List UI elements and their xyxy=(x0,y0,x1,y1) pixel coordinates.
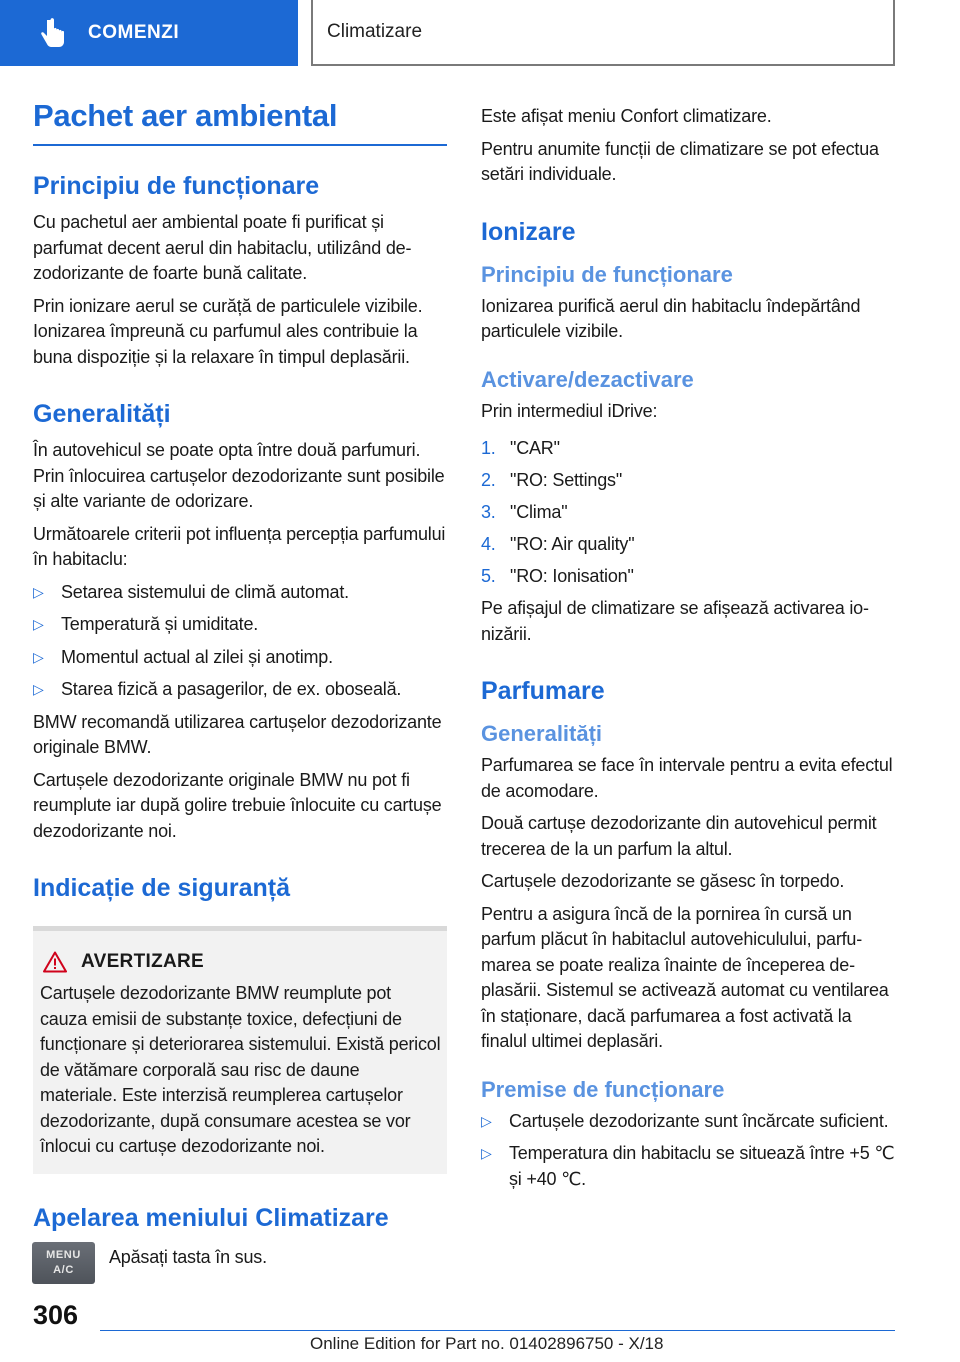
list-item xyxy=(481,564,901,590)
list-item xyxy=(481,1141,901,1192)
warning-header xyxy=(40,951,441,973)
list-item xyxy=(481,500,901,526)
step-number: 5. xyxy=(481,566,496,586)
step-text: "RO: Settings" xyxy=(510,470,623,490)
paragraph: Este afișat meniu Confort climatizare. xyxy=(481,106,772,126)
paragraph: BMW recomandă utilizarea cartușelor dezodorizante originale BMW. xyxy=(33,711,442,757)
step-text: "RO: Air quality" xyxy=(510,534,635,554)
subheading-generalitati: Generalități xyxy=(481,721,603,746)
list-item-text: Setarea sistemului de climă automat. xyxy=(61,581,349,602)
paragraph: Pentru anumite funcții de climatizare se pot efectua setări individuale. xyxy=(481,138,879,184)
step-text: "RO: Ionisation" xyxy=(510,566,634,586)
triangle-bullet-icon: ▷ xyxy=(33,648,44,665)
warning-title: AVERTIZARE xyxy=(81,951,204,972)
triangle-bullet-icon: ▷ xyxy=(481,1112,492,1129)
paragraph: Ionizarea purifică aerul din habitaclu îndepărtând particulele vizibile. xyxy=(481,295,861,341)
page-title: Pachet aer ambiental xyxy=(33,98,338,133)
subheading-principiu: Principiu de funcționare xyxy=(481,261,733,287)
list-item xyxy=(481,436,901,462)
paragraph: Următoarele criterii pot influența percepția parfumului în habitaclu: xyxy=(33,523,446,569)
triangle-bullet-icon: ▷ xyxy=(33,681,44,697)
list-item xyxy=(33,645,447,671)
paragraph: Pe afișajul de climatizare se afișează activarea ionizării. xyxy=(481,598,869,644)
subheading-activare: Activare/dezactivare xyxy=(481,366,694,392)
paragraph: Cartușele dezodorizante originale BMW nu pot fi reumplute iar după golire trebuie înlocuite cu cartușe dezodorizante noi. xyxy=(33,769,442,841)
step-number: 2. xyxy=(481,470,496,490)
criteria-list xyxy=(33,580,447,703)
list-item xyxy=(33,612,447,638)
warning-triangle-icon xyxy=(43,951,67,973)
paragraph: Cu pachetul aer ambiental poate fi purificat și parfumat decent aerul din habitaclu, utilizând dezodorizante de foarte bună calitate. xyxy=(33,212,412,283)
heading-generalitati: Generalități xyxy=(33,400,171,428)
paragraph: În autovehicul se poate opta între două parfumuri. Prin înlocuirea cartușelor dezodorizante sunt posibile și alte variante de odorizare. xyxy=(33,440,445,511)
page-header xyxy=(0,0,960,66)
paragraph: Prin ionizare aerul se curăță de particulele vizibile. Ionizarea împreună cu parfumul ales contribuie la buna dispoziție și la relaxare în timpul deplasării. xyxy=(33,295,423,367)
triangle-bullet-icon: ▷ xyxy=(33,583,44,600)
list-item-text: Temperatura din habitaclu se situează între +5 ℃ și +40 ℃. xyxy=(509,1143,895,1189)
footer-edition: Online Edition for Part no. 01402896750 - X/18 xyxy=(310,1334,664,1353)
steps-list xyxy=(481,436,901,590)
premise-list xyxy=(481,1109,901,1193)
paragraph: Pentru a asigura încă de la pornirea în cursă un parfum plăcut în habitaclul autovehiculului, parfumarea se poate realiza înainte de începerea deplasării. Sistemul se activează automat cu ventilarea în staționare, dacă parfumarea a fost activată la finalul ultimei deplasări. xyxy=(481,903,889,1051)
heading-parfumare: Parfumare xyxy=(481,677,605,705)
triangle-bullet-icon: ▷ xyxy=(33,616,44,632)
tab-comenzi[interactable] xyxy=(0,0,298,66)
step-text: "Clima" xyxy=(510,502,568,522)
paragraph: Prin intermediul iDrive: xyxy=(481,400,658,421)
list-item-text: Temperatură și umiditate. xyxy=(61,614,259,634)
hand-pointer-icon xyxy=(36,16,70,50)
step-number: 4. xyxy=(481,534,496,554)
list-item xyxy=(481,532,901,558)
list-item-text: Starea fizică a pasagerilor, de ex. oboseală. xyxy=(61,679,402,699)
section-title-tab xyxy=(311,0,895,66)
title-divider xyxy=(33,144,447,146)
section-title: Climatizare xyxy=(327,21,423,42)
list-item-text: Momentul actual al zilei și anotimp. xyxy=(61,646,333,667)
list-item xyxy=(481,468,901,494)
list-item xyxy=(481,1109,901,1135)
heading-ionizare: Ionizare xyxy=(481,217,576,246)
left-column xyxy=(33,96,447,1284)
heading-principiu: Principiu de funcționare xyxy=(33,172,320,200)
paragraph: Parfumarea se face în intervale pentru a evita efectul de acomodare. xyxy=(481,755,893,801)
list-item xyxy=(33,580,447,606)
list-item-text: Cartușele dezodorizante sunt încărcate suficient. xyxy=(509,1110,889,1131)
paragraph: Apăsați tasta în sus. xyxy=(109,1246,267,1267)
menu-ac-key-icon xyxy=(32,1242,95,1284)
menu-key-line2: A/C xyxy=(53,1263,74,1276)
triangle-bullet-icon: ▷ xyxy=(481,1145,492,1161)
footer-divider xyxy=(100,1330,895,1331)
menu-instruction xyxy=(33,1242,447,1284)
heading-apelarea: Apelarea meniului Climatizare xyxy=(33,1203,389,1232)
list-item xyxy=(33,677,447,703)
warning-box xyxy=(33,926,447,1174)
page-number: 306 xyxy=(33,1300,79,1330)
warning-text: Cartușele dezodorizante BMW reumplute pot cauza emisii de substanțe toxice, defecțiuni de funcționare și deteriorarea sistemului. Există pericol de vătămare corporală sau risc de daune materiale. Este interzisă reumplerea cartușelor dezodorizante, după consumare acestea se vor înlocui cu cartușe dezodorizante noi. xyxy=(40,983,441,1156)
right-column xyxy=(481,104,901,1199)
paragraph: Două cartușe dezodorizante din autovehicul permit trecerea de la un parfum la altul. xyxy=(481,813,877,859)
step-number: 3. xyxy=(481,502,496,522)
paragraph: Cartușele dezodorizante se găsesc în torpedo. xyxy=(481,871,845,891)
heading-indicatie: Indicație de siguranță xyxy=(33,874,291,902)
subheading-premise: Premise de funcționare xyxy=(481,1076,725,1102)
menu-key-line1: MENU xyxy=(46,1248,81,1261)
step-number: 1. xyxy=(481,438,496,458)
step-text: "CAR" xyxy=(510,438,560,458)
tab-comenzi-label: COMENZI xyxy=(88,22,180,43)
